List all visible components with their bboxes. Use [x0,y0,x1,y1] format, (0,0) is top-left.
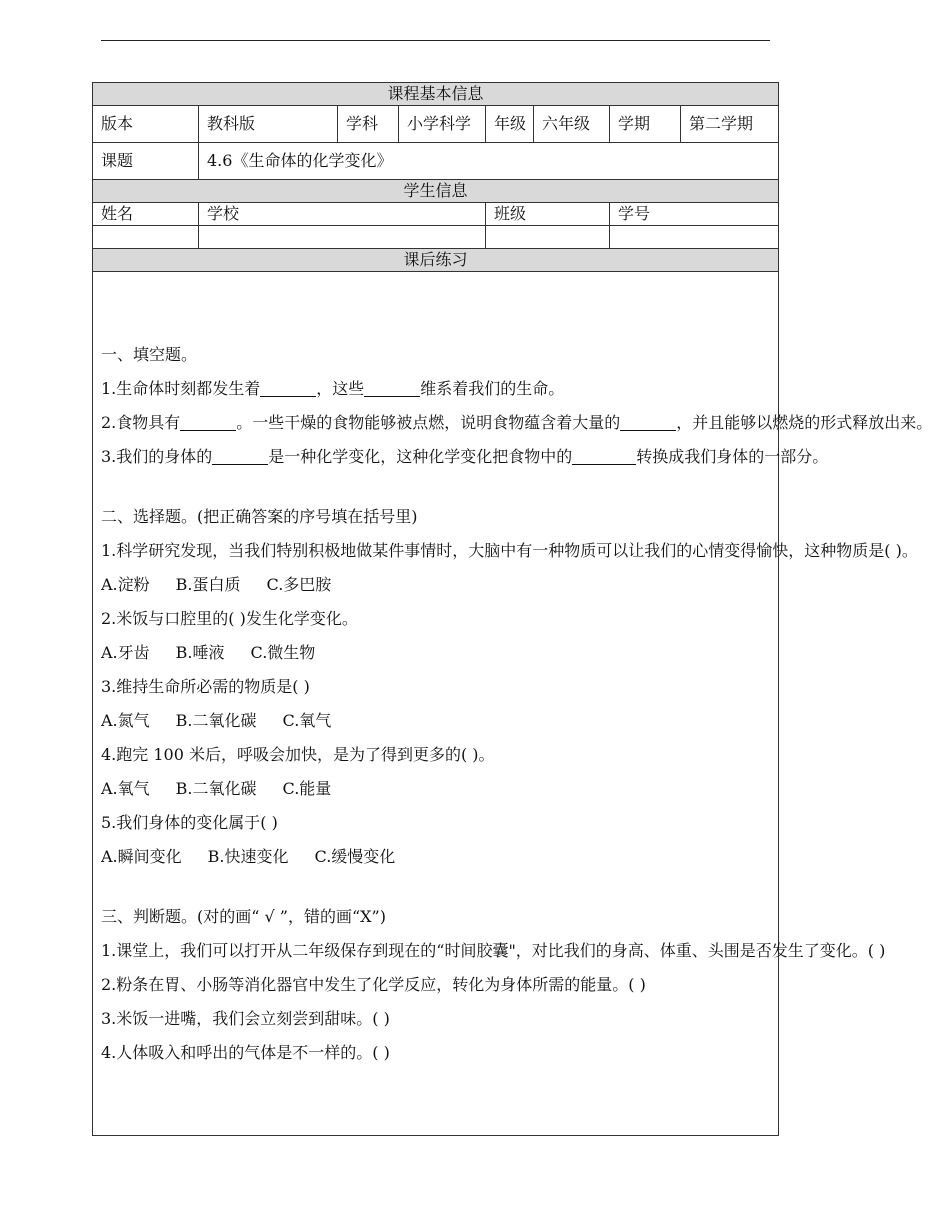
option[interactable]: C.微生物 [250,642,316,662]
option[interactable]: A.瞬间变化 [101,846,182,866]
choice-question-2: 2.米饭与口腔里的( )发生化学变化。 [101,608,358,628]
option[interactable]: B.二氧化碳 [175,778,257,798]
option[interactable]: B.蛋白质 [175,574,241,594]
option[interactable]: B.快速变化 [207,846,289,866]
term-value: 第二学期 [681,106,779,143]
option[interactable]: B.二氧化碳 [175,710,257,730]
class-field[interactable] [486,226,610,249]
student-id-field[interactable] [610,226,779,249]
fill-question-1: 1.生命体时刻都发生着 ，这些 维系着我们的生命。 [101,378,565,398]
option[interactable]: A.氧气 [101,778,150,798]
judge-question-2: 2.粉条在胃、小肠等消化器官中发生了化学反应，转化为身体所需的能量。( ) [101,974,646,994]
course-info-header: 课程基本信息 [93,83,779,106]
school-label: 学校 [199,203,486,226]
choice-options-1 [101,568,770,602]
answer-blank[interactable] [260,378,316,397]
fill-question-3: 3.我们的身体的 是一种化学变化，这种化学变化把食物中的 转换成我们身体的一部分。 [101,446,829,466]
option[interactable]: C.多巴胺 [266,574,332,594]
option[interactable]: B.唾液 [175,642,225,662]
answer-blank[interactable] [180,412,236,431]
option[interactable]: C.氧气 [282,710,332,730]
fill-section-title: 一、填空题。 [101,344,198,364]
class-label: 班级 [486,203,610,226]
option[interactable]: A.牙齿 [101,642,150,662]
edition-value: 教科版 [199,106,338,143]
judge-question-4: 4.人体吸入和呼出的气体是不一样的。( ) [101,1042,390,1062]
choice-question-1: 1.科学研究发现，当我们特别积极地做某件事情时，大脑中有一种物质可以让我们的心情变得愉快，这种物质是( )。 [101,540,918,560]
topic-value: 4.6《生命体的化学变化》 [199,143,779,180]
name-field[interactable] [93,226,199,249]
name-label: 姓名 [93,203,199,226]
choice-options-4 [101,772,770,806]
subject-value: 小学科学 [399,106,486,143]
choice-options-5 [101,840,770,874]
choice-question-5: 5.我们身体的变化属于( ) [101,812,278,832]
option[interactable]: A.氮气 [101,710,150,730]
school-field[interactable] [199,226,486,249]
option[interactable]: C.缓慢变化 [314,846,396,866]
option[interactable]: C.能量 [282,778,332,798]
page-header-rule [101,40,770,41]
subject-label: 学科 [338,106,399,143]
choice-question-3: 3.维持生命所必需的物质是( ) [101,676,310,696]
answer-blank[interactable] [620,412,676,431]
term-label: 学期 [610,106,681,143]
answer-blank[interactable] [364,378,420,397]
option[interactable]: A.淀粉 [101,574,150,594]
worksheet-table [92,82,932,1136]
judge-question-3: 3.米饭一进嘴，我们会立刻尝到甜味。( ) [101,1008,390,1028]
grade-value: 六年级 [534,106,610,143]
choice-options-3 [101,704,770,738]
edition-label: 版本 [93,106,199,143]
choice-section-title: 二、选择题。(把正确答案的序号填在括号里) [101,506,418,526]
topic-label: 课题 [93,143,199,180]
judge-question-1: 1.课堂上，我们可以打开从二年级保存到现在的“时间胶囊"，对比我们的身高、体重、头围是否发生了变化。( ) [101,940,886,960]
fill-question-2: 2.食物具有 。一些干燥的食物能够被点燃，说明食物蕴含着大量的 ，并且能够以燃烧的形式释放出来。 [101,412,932,432]
student-id-label: 学号 [610,203,779,226]
choice-options-2 [101,636,770,670]
judge-section-title: 三、判断题。(对的画“ √ ”，错的画“X”) [101,906,386,926]
course-info-row [93,106,779,143]
choice-question-4: 4.跑完 100 米后，呼吸会加快，是为了得到更多的( )。 [101,744,495,764]
answer-blank[interactable] [572,446,636,465]
student-info-header: 学生信息 [93,180,779,203]
grade-label: 年级 [486,106,534,143]
exercises-body [93,272,932,1136]
answer-blank[interactable] [212,446,268,465]
exercises-header: 课后练习 [93,249,779,272]
